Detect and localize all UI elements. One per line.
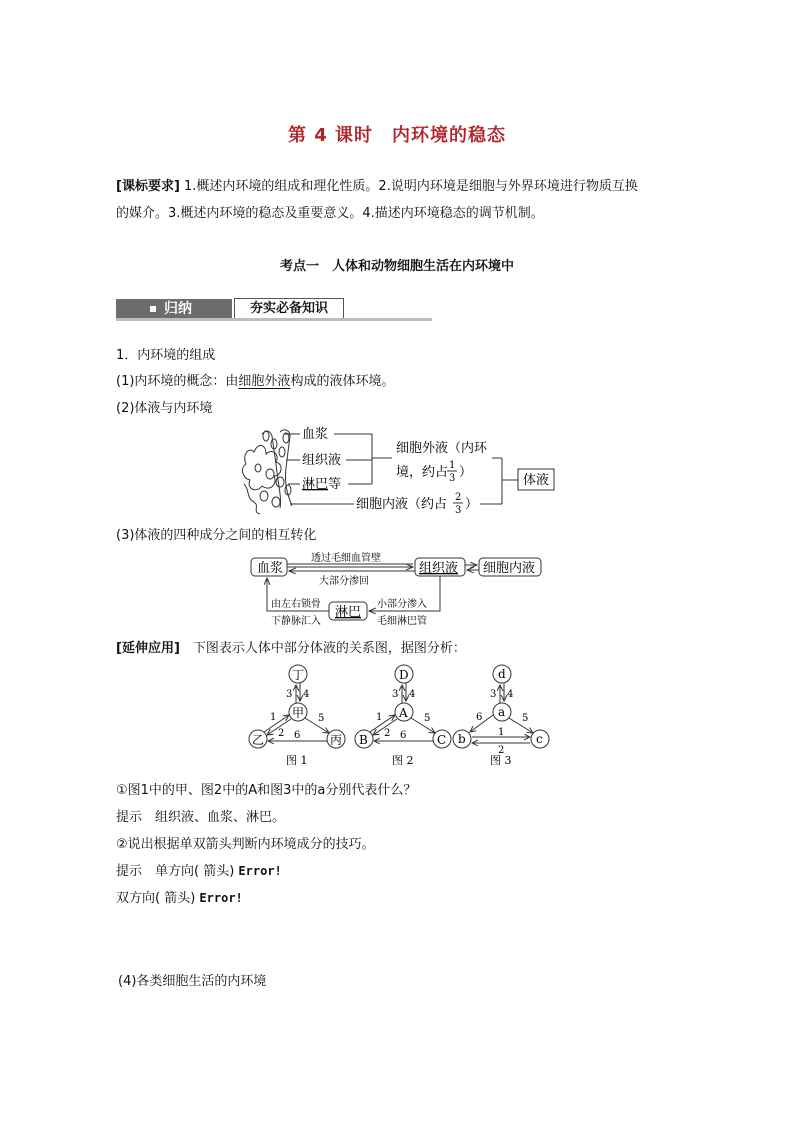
heading-1-3: (3)体液的四种成分之间的相互转化 [116, 528, 317, 543]
banner-dark-label: 归纳 [164, 301, 192, 317]
label-icf: 细胞内液（约占 [356, 497, 448, 512]
heading-1: 1．内环境的组成 [116, 348, 216, 363]
fig1-num-4: 4 [303, 689, 310, 700]
fig1-num-5: 5 [318, 713, 325, 724]
cell-tissue-illustration [243, 430, 292, 514]
fig1-num-6: 6 [294, 730, 301, 741]
extension-text: 下图表示人体中部分体液的关系图，据图分析： [179, 641, 466, 656]
square-bullet-icon [150, 306, 156, 312]
fig1-num-3: 3 [286, 689, 293, 700]
answer-3 [116, 887, 243, 906]
label-subclavian-2: 下静脉汇入 [271, 616, 321, 627]
label-tissue-fluid: 组织液 [302, 453, 342, 468]
figure-2 [355, 665, 451, 767]
label-subclavian-1: 由左右锁骨 [271, 599, 321, 610]
fig1-arrow-5 [305, 718, 329, 733]
fig2-arrow-1 [370, 715, 395, 732]
label-mostly-return: 大部分渗回 [319, 576, 369, 587]
question-2: ②说出根据单双箭头判断内环境成分的技巧。 [116, 837, 375, 852]
requirements-line-2: 的媒介。3.概述内环境的稳态及重要意义。4.描述内环境稳态的调节机制。 [116, 206, 544, 221]
fig2-label-right: C [437, 733, 447, 747]
label-small-part-enters: 小部分渗入 [377, 599, 427, 610]
node-icf-label: 细胞内液 [483, 561, 536, 576]
fig3-arrow-5 [509, 718, 533, 733]
answer-2 [116, 860, 282, 879]
fig1-caption: 图 1 [286, 754, 308, 767]
fig1-label-center: 甲 [292, 706, 305, 720]
page-title: 第 4 课时 内环境的稳态 [287, 125, 507, 146]
heading-1-4: (4)各类细胞生活的内环境 [118, 974, 267, 989]
answer-1: 提示 组织液、血浆、淋巴。 [116, 810, 286, 825]
label-through-capillary: 透过毛细血管壁 [311, 553, 381, 564]
label-ecf-line-2: 境，约占 [396, 465, 449, 480]
node-plasma-label: 血浆 [257, 561, 284, 576]
banner-underline [116, 318, 432, 321]
fig2-label-top: D [399, 668, 409, 682]
answer-2-prefix: 提示 单方向( 箭头) [116, 864, 239, 879]
answer-2-error: Error! [238, 864, 282, 878]
node-lymph-label: 淋巴 [335, 605, 362, 620]
heading-1-2: (2)体液与内环境 [116, 401, 213, 416]
icf-fraction-denominator: 3 [455, 505, 462, 516]
fig2-label-left: B [359, 733, 368, 747]
fig3-num-1: 1 [498, 727, 505, 738]
section-title: 考点一 人体和动物细胞生活在内环境中 [279, 259, 514, 274]
fig2-label-center: A [399, 706, 408, 720]
fluid-conversion-diagram [247, 552, 547, 630]
fig3-caption: 图 3 [490, 754, 512, 767]
fig1-label-top: 丁 [292, 668, 305, 682]
ecf-fraction-denominator: 3 [449, 473, 456, 484]
text-suffix: 构成的液体环境。 [290, 374, 395, 389]
question-1: ①图1中的甲、图2中的A和图3中的a分别代表什么？ [116, 783, 417, 798]
label-body-fluid: 体液 [523, 473, 550, 488]
fig3-label-right: c [536, 732, 543, 746]
fluid-relation-diagrams [240, 660, 556, 768]
fig2-num-5: 5 [424, 713, 431, 724]
fig2-arrow-5 [411, 718, 435, 733]
banner-light-label: 夯实必备知识 [234, 298, 344, 320]
label-ecf-line-1: 细胞外液（内环 [396, 441, 488, 456]
icf-fraction-numerator: 2 [455, 492, 462, 503]
lymph-term: 淋巴 [302, 477, 329, 492]
ecf-fraction-numerator: 1 [449, 460, 456, 471]
curriculum-requirements [116, 173, 696, 227]
answer-3-prefix: 双方向( 箭头) [116, 891, 200, 906]
label-plasma: 血浆 [302, 427, 329, 442]
label-lymph-capillary: 毛细淋巴管 [377, 616, 427, 627]
fig1-num-2: 2 [278, 728, 285, 739]
figure-3 [453, 665, 549, 767]
answer-3-error: Error! [199, 891, 243, 905]
label-lymph [302, 476, 341, 492]
underlined-term: 细胞外液 [238, 374, 291, 389]
fig3-label-center: a [498, 705, 506, 719]
fig2-num-4: 4 [409, 689, 416, 700]
fig3-num-2: 2 [498, 745, 505, 756]
body-fluid-diagram [236, 424, 566, 520]
icf-close-paren: ） [465, 497, 479, 512]
banner-dark-tab [116, 299, 232, 319]
fig1-num-1: 1 [270, 712, 277, 723]
fig3-num-6: 6 [476, 712, 483, 723]
fig2-num-1: 1 [376, 712, 383, 723]
fig1-label-left: 乙 [252, 733, 265, 747]
ecf-close-paren: ） [459, 465, 473, 480]
fig2-num-6: 6 [400, 730, 407, 741]
paragraph-1-1 [116, 370, 394, 389]
lymph-suffix: 等 [328, 477, 342, 492]
fig1-arrow-1 [264, 715, 289, 732]
fig2-num-2: 2 [384, 728, 391, 739]
fig3-label-left: b [458, 732, 466, 746]
extension-application [116, 637, 466, 656]
fig2-caption: 图 2 [392, 754, 414, 767]
requirements-label: [课标要求] [116, 179, 180, 194]
fig1-label-right: 丙 [330, 733, 343, 747]
fig3-num-4: 4 [507, 689, 514, 700]
section-banner [116, 297, 432, 323]
fig2-num-3: 3 [392, 689, 399, 700]
node-tissue-fluid-label: 组织液 [419, 561, 459, 576]
extension-label: [延伸应用] [116, 641, 180, 656]
figure-1 [249, 665, 345, 767]
fig3-num-3: 3 [490, 689, 497, 700]
requirements-line-1: 1.概述内环境的组成和理化性质。2.说明内环境是细胞与外界环境进行物质互换 [184, 179, 638, 194]
text-prefix: (1)内环境的概念：由 [116, 374, 239, 389]
fig3-label-top: d [498, 667, 506, 681]
fig3-num-5: 5 [522, 713, 529, 724]
